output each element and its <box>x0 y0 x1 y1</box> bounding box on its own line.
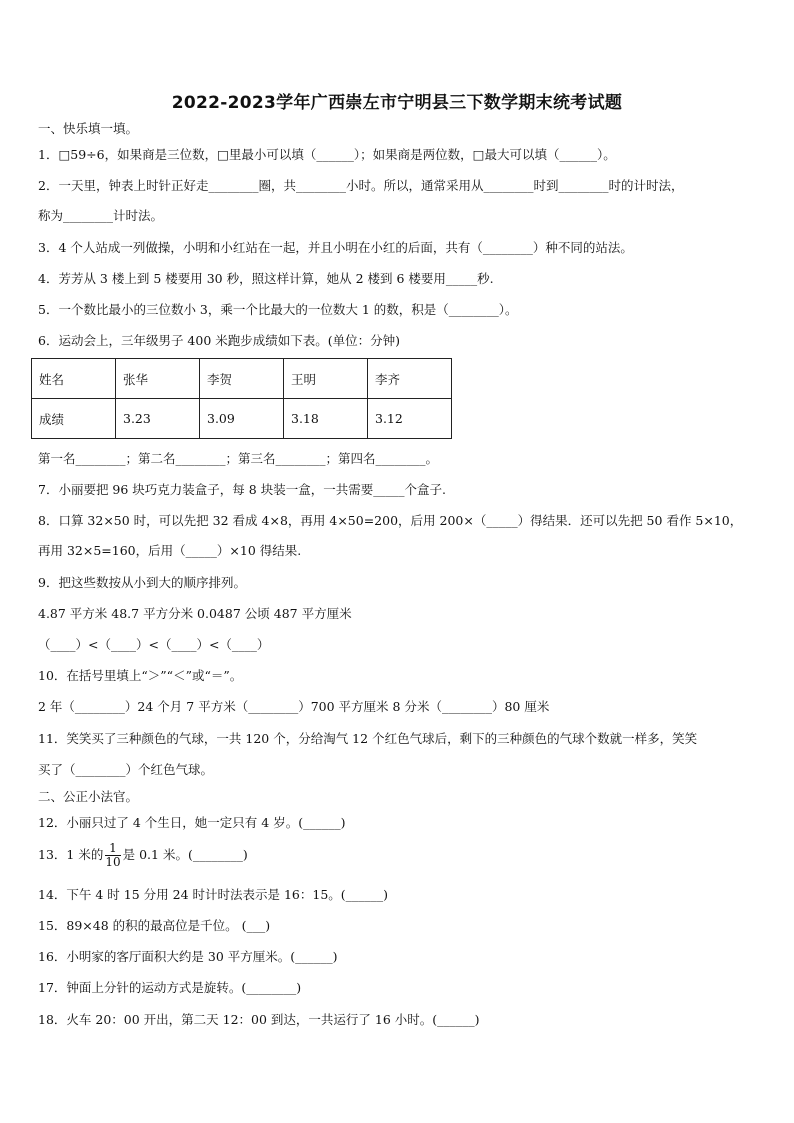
question-13-suffix: 是 0.1 米。(________) <box>122 847 248 862</box>
question-17: 17．钟面上分针的运动方式是旋转。(________) <box>38 980 302 995</box>
question-6: 6．运动会上，三年级男子 400 米跑步成绩如下表。(单位：分钟) <box>38 333 401 348</box>
question-14: 14．下午 4 时 15 分用 24 时计时法表示是 16：15。(______) <box>38 887 389 902</box>
section-heading-1: 一、快乐填一填。 <box>38 121 139 136</box>
question-7: 7．小丽要把 96 块巧克力装盒子，每 8 块装一盒，一共需要_____个盒子. <box>38 482 446 497</box>
question-11-line-1: 11．笑笑买了三种颜色的气球，一共 120 个，分给淘气 12 个红色气球后，剩下的三种颜色的气球个数就一样多，笑笑 <box>38 731 698 746</box>
question-15: 15．89×48 的积的最高位是千位。 (___) <box>38 918 271 933</box>
table-cell: 王明 <box>284 359 368 399</box>
table-row <box>32 399 452 439</box>
question-9: 9．把这些数按从小到大的顺序排列。 <box>38 575 246 590</box>
table-cell: 成绩 <box>32 399 116 439</box>
table-row <box>32 359 452 399</box>
question-9-blanks: （____）<（____）<（____）<（____） <box>38 637 270 652</box>
fraction <box>105 842 120 869</box>
fraction-denominator: 10 <box>105 855 121 869</box>
question-18: 18．火车 20：00 开出，第二天 12：00 到达，一共运行了 16 小时。(______) <box>38 1012 480 1027</box>
table-cell: 李齐 <box>368 359 452 399</box>
question-8-line-1: 8．口算 32×50 时，可以先把 32 看成 4×8，再用 4×50=200，后用 200×（_____）得结果．还可以先把 50 看作 5×10， <box>38 513 743 528</box>
question-16: 16．小明家的客厅面积大约是 30 平方厘米。(______) <box>38 949 338 964</box>
question-13-prefix: 13．1 米的 <box>38 847 104 862</box>
question-4: 4．芳芳从 3 楼上到 5 楼要用 30 秒，照这样计算，她从 2 楼到 6 楼要用_____秒. <box>38 271 494 286</box>
table-cell: 3.18 <box>284 399 368 439</box>
question-2-line-2: 称为________计时法。 <box>38 208 164 223</box>
table-cell: 3.23 <box>116 399 200 439</box>
question-8-line-2: 再用 32×5=160，后用（_____）×10 得结果. <box>38 543 302 558</box>
question-6-answers: 第一名________；第二名________；第三名________；第四名________。 <box>38 451 439 466</box>
question-11-line-2: 买了（________）个红色气球。 <box>38 762 214 777</box>
question-10-items: 2 年（________）24 个月 7 平方米（________）700 平方厘米 8 分米（________）80 厘米 <box>38 699 550 714</box>
question-5: 5．一个数比最小的三位数小 3，乘一个比最大的一位数大 1 的数，积是（________）。 <box>38 302 518 317</box>
table-cell: 3.12 <box>368 399 452 439</box>
fraction-numerator: 1 <box>105 842 120 856</box>
question-12: 12．小丽只过了 4 个生日，她一定只有 4 岁。(______) <box>38 815 346 830</box>
question-3: 3．4 个人站成一列做操，小明和小红站在一起，并且小明在小红的后面，共有（________）种不同的站法。 <box>38 240 633 255</box>
page-title: 2022-2023学年广西崇左市宁明县三下数学期末统考试题 <box>171 93 623 113</box>
question-9-values: 4.87 平方米 48.7 平方分米 0.0487 公顷 487 平方厘米 <box>38 606 352 621</box>
question-1: 1．□59÷6，如果商是三位数，□里最小可以填（______）；如果商是两位数，□最大可以填（______）。 <box>38 147 616 162</box>
question-10: 10．在括号里填上“＞”“＜”或“＝”。 <box>38 668 243 683</box>
question-13 <box>38 841 248 869</box>
table-cell: 张华 <box>116 359 200 399</box>
table-cell: 3.09 <box>200 399 284 439</box>
question-2-line-1: 2．一天里，钟表上时针正好走________圈，共________小时。所以，通常采用从________时到________时的计时法， <box>38 178 684 193</box>
score-table <box>31 358 452 439</box>
table-cell: 姓名 <box>32 359 116 399</box>
section-heading-2: 二、公正小法官。 <box>38 789 139 804</box>
table-cell: 李贺 <box>200 359 284 399</box>
